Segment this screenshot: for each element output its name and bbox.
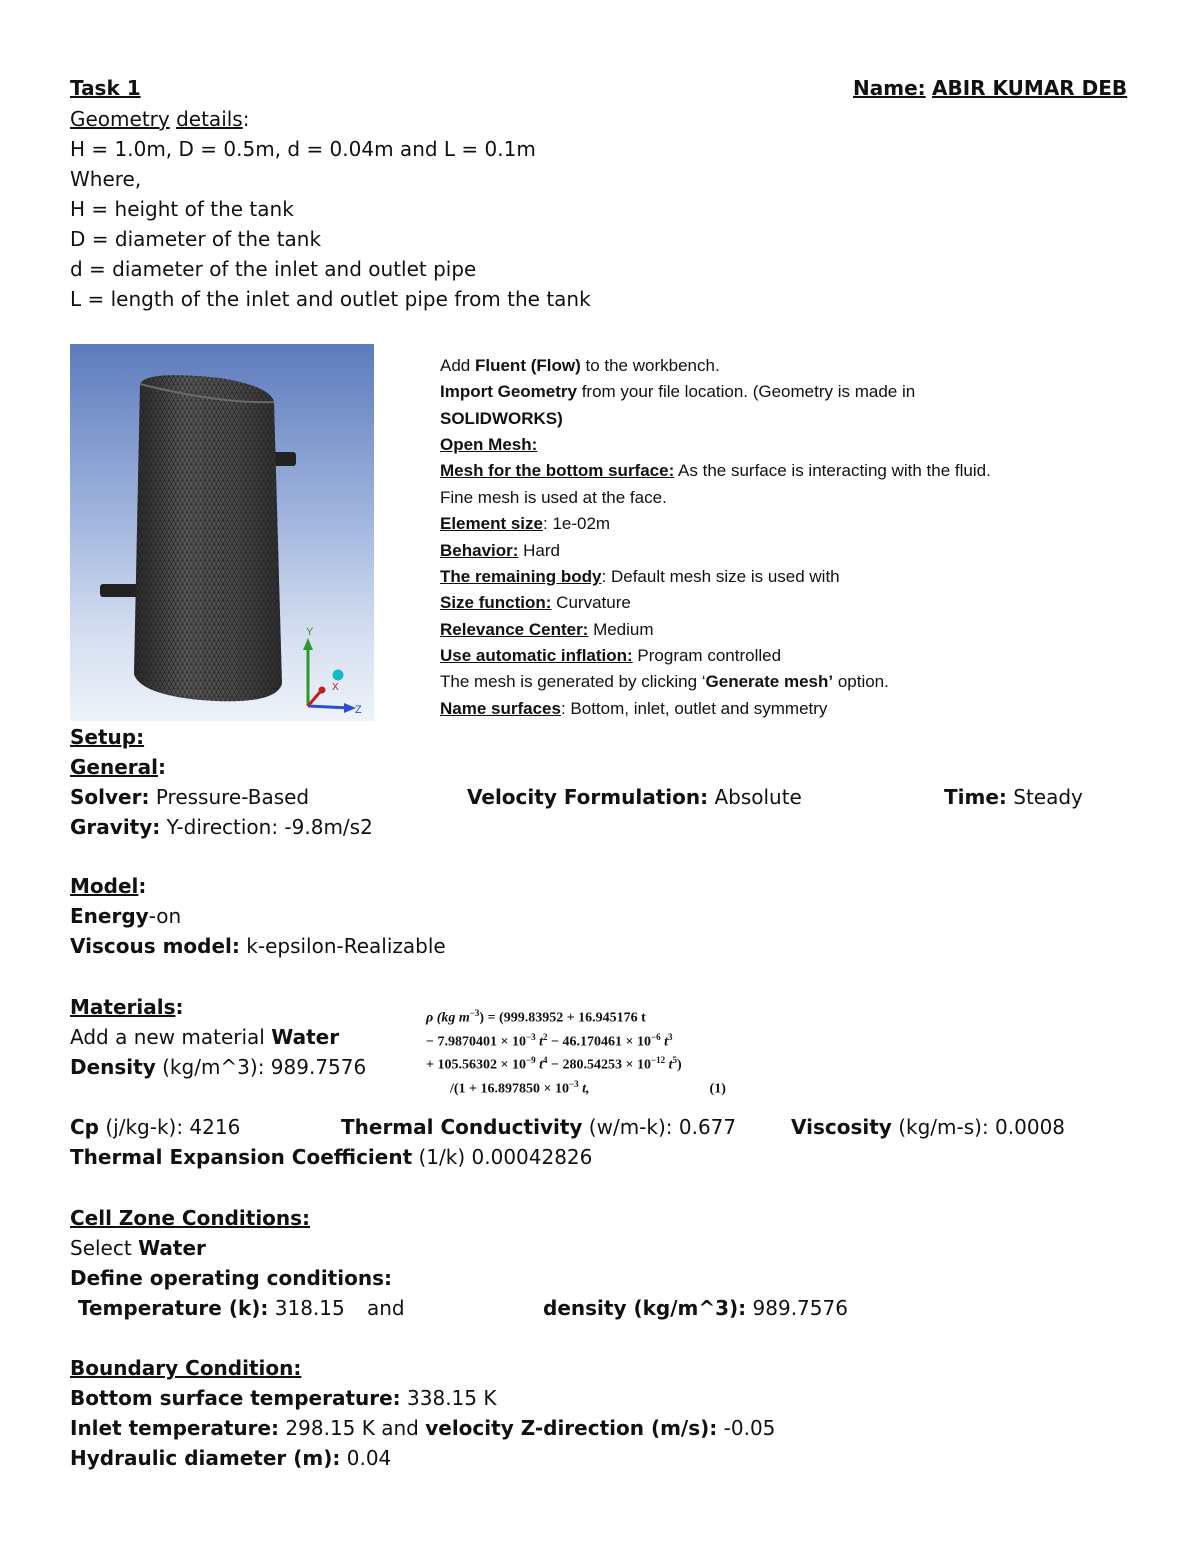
author-line <box>853 73 1127 103</box>
geometry-heading-word1: Geometry <box>70 107 170 131</box>
axis-triad <box>303 626 362 716</box>
density-equation <box>426 1004 726 1099</box>
mesh-line-1: Add Fluent (Flow) to the workbench. <box>440 356 720 375</box>
velocity-formulation-line: Velocity Formulation: Absolute <box>467 785 802 809</box>
equation-line-2: − $7.9870401 \times 10^{-3}$ $t^2 - 46.170461 \times 10^{-6}$ $t^3$ <box>426 1031 673 1050</box>
solver-line: Solver: Pressure-Based <box>70 785 310 809</box>
operating-density-line: density (kg/m^3): 989.7576 <box>543 1296 848 1320</box>
mesh-line-13: The mesh is generated by clicking ‘Generate mesh’ option. <box>440 672 889 691</box>
author-name: ABIR KUMAR DEB <box>932 76 1128 100</box>
operating-conditions-line: Define operating conditions: <box>70 1266 392 1290</box>
mesh-line-10: Size function: Curvature <box>440 593 631 612</box>
model-heading: Model: <box>70 874 147 898</box>
time-line: Time: Steady <box>944 785 1083 809</box>
mesh-line-14: Name surfaces: Bottom, inlet, outlet and symmetry <box>440 699 828 718</box>
mesh-line-8: Behavior: Hard <box>440 541 560 560</box>
mesh-line-4: Open Mesh: <box>440 435 538 454</box>
geometry-values: H = 1.0m, D = 0.5m, d = 0.04m and L = 0.1m <box>70 137 536 161</box>
thermal-conductivity-line: Thermal Conductivity (w/m-k): 0.677 <box>341 1115 737 1139</box>
mesh-line-12: Use automatic inflation: Program controlled <box>440 646 782 665</box>
setup-heading: Setup: <box>70 725 145 749</box>
density-line: Density (kg/m^3): 989.7576 <box>70 1055 367 1079</box>
mesh-line-11: Relevance Center: Medium <box>440 620 654 639</box>
axis-x-label: X <box>332 682 339 693</box>
inlet-conditions-line: Inlet temperature: 298.15 K and velocity Z-direction (m/s): -0.05 <box>70 1416 776 1440</box>
mesh-line-9: The remaining body: Default mesh size is used with <box>440 567 840 586</box>
cp-line: Cp (j/kg-k): 4216 <box>70 1115 241 1139</box>
operating-temperature-line: Temperature (k): 318.15 <box>78 1296 345 1320</box>
equation-line-4: $/(1 + 16.897850 \times 10^{-3}$ t, (1) <box>450 1078 726 1097</box>
boundary-heading: Boundary Condition: <box>70 1356 302 1380</box>
gravity-line: Gravity: Y-direction: -9.8m/s2 <box>70 815 373 839</box>
add-material-line: Add a new material Water <box>70 1025 340 1049</box>
geometry-heading-colon: : <box>242 107 250 131</box>
equation-number: (1) <box>709 1081 726 1097</box>
axis-z-label: Z <box>355 704 362 716</box>
task-title: Task 1 <box>70 76 141 100</box>
viscosity-line: Viscosity (kg/m-s): 0.0008 <box>791 1115 1066 1139</box>
mesh-line-7: Element size: 1e-02m <box>440 514 611 533</box>
energy-line: Energy-on <box>70 904 182 928</box>
equation-line-1: ρ (kg $m^{-3}) = (999.83952 + 16.945176$ t <box>426 1008 646 1026</box>
and-text: and <box>367 1296 405 1320</box>
tank-mesh-image <box>70 344 374 721</box>
general-heading: General: <box>70 755 166 779</box>
materials-heading: Materials: <box>70 995 184 1019</box>
geometry-def-height: H = height of the tank <box>70 197 294 221</box>
select-water-line: Select Water <box>70 1236 206 1260</box>
geometry-def-pipe-length: L = length of the inlet and outlet pipe from the tank <box>70 287 591 311</box>
mesh-line-6: Fine mesh is used at the face. <box>440 488 667 507</box>
geometry-where: Where, <box>70 167 142 191</box>
name-label: Name: <box>853 76 926 100</box>
mesh-line-3: SOLIDWORKS) <box>440 409 563 428</box>
cell-zone-heading: Cell Zone Conditions: <box>70 1206 311 1230</box>
thermal-expansion-line: Thermal Expansion Coefficient (1/k) 0.00042826 <box>70 1145 593 1169</box>
geometry-heading-word2: details <box>176 107 243 131</box>
hydraulic-diameter-line: Hydraulic diameter (m): 0.04 <box>70 1446 392 1470</box>
mesh-figure <box>70 344 374 721</box>
viscous-model-line: Viscous model: k-epsilon-Realizable <box>70 934 446 958</box>
mesh-line-5: Mesh for the bottom surface: As the surface is interacting with the fluid. <box>440 461 991 480</box>
equation-line-3: + $105.56302 \times 10^{-9}$ $t^4 - 280.54253 \times 10^{-12}$ $t^5$) <box>426 1055 682 1073</box>
bottom-surface-temperature-line: Bottom surface temperature: 338.15 K <box>70 1386 497 1410</box>
axis-y-label: Y <box>306 626 314 638</box>
geometry-heading <box>70 104 249 134</box>
geometry-def-pipe-diameter: d = diameter of the inlet and outlet pipe <box>70 257 477 281</box>
geometry-def-diameter: D = diameter of the tank <box>70 227 322 251</box>
mesh-line-2: Import Geometry from your file location. (Geometry is made in <box>440 382 916 401</box>
